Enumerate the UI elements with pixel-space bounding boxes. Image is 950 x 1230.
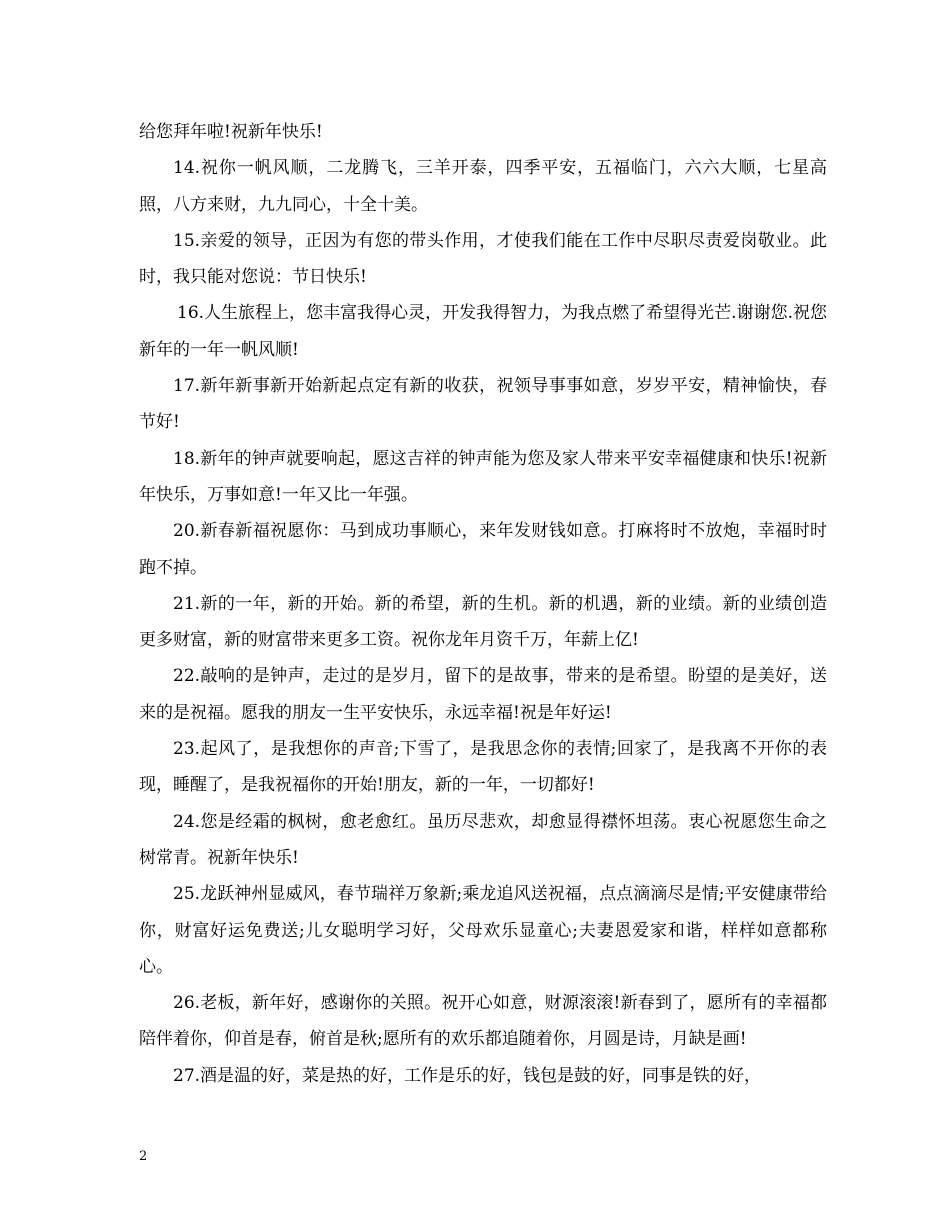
paragraph-17: 17.新年新事新开始新起点定有新的收获，祝领导事事如意，岁岁平安，精神愉快，春节好! xyxy=(139,376,827,433)
paragraph-16: 16.人生旅程上，您丰富我得心灵，开发我得智力，为我点燃了希望得光芒.谢谢您.祝您新年的一年一帆风顺! xyxy=(139,303,827,360)
paragraph-23: 23.起风了，是我想你的声音;下雪了，是我思念你的表情;回家了，是我离不开你的表现，睡醒了，是我祝福你的开始!朋友，新的一年，一切都好! xyxy=(139,739,827,796)
paragraph-14: 14.祝你一帆风顺，二龙腾飞，三羊开泰，四季平安，五福临门，六六大顺，七星高照，八方来财，九九同心，十全十美。 xyxy=(139,158,827,215)
page-number: 2 xyxy=(139,1149,148,1164)
paragraph-24: 24.您是经霜的枫树，愈老愈红。虽历尽悲欢，却愈显得襟怀坦荡。衷心祝愿您生命之树常青。祝新年快乐! xyxy=(139,811,827,868)
paragraph-22: 22.敲响的是钟声，走过的是岁月，留下的是故事，带来的是希望。盼望的是美好，送来的是祝福。愿我的朋友一生平安快乐，永远幸福!祝是年好运! xyxy=(139,666,827,723)
paragraph-18: 18.新年的钟声就要响起，愿这吉祥的钟声能为您及家人带来平安幸福健康和快乐!祝新年快乐，万事如意!一年又比一年强。 xyxy=(139,448,827,505)
paragraph-25: 25.龙跃神州显威风，春节瑞祥万象新;乘龙追风送祝福，点点滴滴尽是情;平安健康带给你，财富好运免费送;儿女聪明学习好，父母欢乐显童心;夫妻恩爱家和谐，样样如意都称心。 xyxy=(139,884,827,977)
paragraph-20: 20.新春新福祝愿你：马到成功事顺心，来年发财钱如意。打麻将时不放炮，幸福时时跑不掉。 xyxy=(139,521,827,578)
paragraph-continuation: 给您拜年啦!祝新年快乐! xyxy=(139,122,323,142)
paragraph-26: 26.老板，新年好，感谢你的关照。祝开心如意，财源滚滚!新春到了，愿所有的幸福都陪伴着你，仰首是春，俯首是秋;愿所有的欢乐都追随着你，月圆是诗，月缺是画! xyxy=(139,993,827,1050)
document-body xyxy=(139,114,827,1094)
paragraph-15: 15.亲爱的领导，正因为有您的带头作用，才使我们能在工作中尽职尽责爱岗敬业。此时，我只能对您说：节日快乐! xyxy=(139,230,827,288)
paragraph-21: 21.新的一年，新的开始。新的希望，新的生机。新的机遇，新的业绩。新的业绩创造更多财富，新的财富带来更多工资。祝你龙年月资千万，年薪上亿! xyxy=(139,593,827,651)
paragraph-27: 27.酒是温的好，菜是热的好，工作是乐的好，钱包是鼓的好，同事是铁的好， xyxy=(173,1065,762,1086)
